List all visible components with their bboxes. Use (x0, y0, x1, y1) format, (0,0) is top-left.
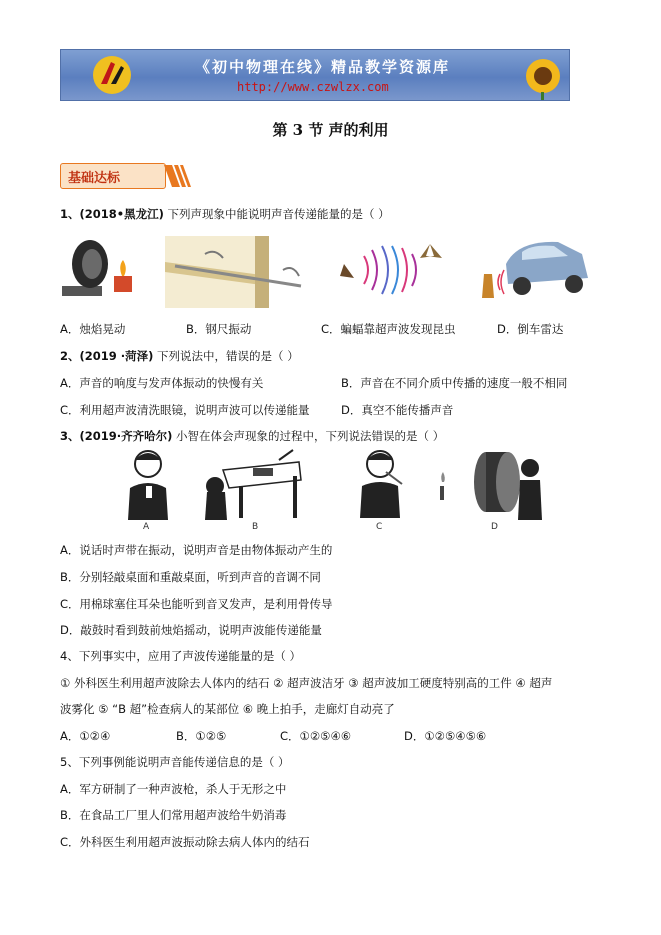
q2-stem (60, 348, 299, 364)
banner-brand: 《初中物理在线》精品教学资源库 (195, 58, 451, 76)
section-tag (60, 163, 195, 189)
q5-option-c[interactable]: C．外科医生利用超声波振动除去病人体内的结石 (60, 835, 310, 849)
q4-option-c[interactable]: C．①②⑤④⑥ (280, 729, 352, 743)
reversing-car-image (478, 234, 590, 302)
q2-option-d[interactable]: D．真空不能传播声音 (341, 403, 454, 417)
q3-stem (60, 428, 444, 444)
q3-caption-c: C (376, 522, 383, 532)
q4-stem: 4、下列事实中，应用了声波传递能量的是（ ） (60, 649, 301, 663)
tuning-fork-person-image (352, 446, 406, 518)
q3-caption-a: A (143, 522, 150, 532)
q5-option-a[interactable]: A．军方研制了一种声波枪，杀人于无形之中 (60, 782, 287, 796)
q3-text: 小智在体会声现象的过程中，下列说法错误的是（ ） (172, 429, 445, 443)
q4-list-line-1: ① 外科医生利用超声波除去人体内的结石 ② 超声波洁牙 ③ 超声波加工硬度特别高的工件 ④ 超声 (60, 676, 553, 690)
speaker-candle-image (58, 232, 140, 302)
q3-option-a[interactable]: A．说话时声带在振动，说明声音是由物体振动产生的 (60, 543, 333, 557)
q1-text: 下列声现象中能说明声音传递能量的是（ ） (163, 207, 390, 221)
q1-option-a[interactable]: A．烛焰晃动 (60, 322, 126, 336)
q5-stem: 5、下列事例能说明声音能传递信息的是（ ） (60, 755, 290, 769)
q1-option-d[interactable]: D．倒车雷达 (497, 322, 564, 336)
q3-caption-b: B (252, 522, 259, 532)
q1-source: 1、(2018•黑龙江) (60, 207, 164, 221)
talking-person-image (118, 446, 180, 520)
q3-option-b[interactable]: B．分别轻敲桌面和重敲桌面，听到声音的音调不同 (60, 570, 321, 584)
q3-option-d[interactable]: D．敲鼓时看到鼓前烛焰摇动，说明声波能传递能量 (60, 623, 322, 637)
banner-url[interactable]: http://www.czwlzx.com (237, 80, 389, 94)
q2-source: 2、(2019 ·菏泽) (60, 349, 154, 363)
q2-option-c[interactable]: C．利用超声波清洗眼镜，说明声波可以传递能量 (60, 403, 310, 417)
q1-option-c[interactable]: C．蝙蝠靠超声波发现昆虫 (321, 322, 456, 336)
q4-option-d[interactable]: D．①②⑤④⑤⑥ (404, 729, 487, 743)
q4-option-a[interactable]: A．①②④ (60, 729, 111, 743)
page-title: 第 3 节 声的利用 (272, 121, 389, 139)
q2-option-b[interactable]: B．声音在不同介质中传播的速度一般不相同 (341, 376, 568, 390)
stripe-decoration-icon (164, 163, 196, 189)
q5-option-b[interactable]: B．在食品工厂里人们常用超声波给牛奶消毒 (60, 808, 287, 822)
q1-option-b[interactable]: B．钢尺振动 (186, 322, 252, 336)
q2-option-a[interactable]: A．声音的响度与发声体振动的快慢有关 (60, 376, 264, 390)
q4-option-b[interactable]: B．①②⑤ (176, 729, 227, 743)
sunflower-icon (505, 50, 565, 100)
ruler-table-image (165, 236, 303, 308)
q3-source: 3、(2019·齐齐哈尔) (60, 429, 173, 443)
q4-list-line-2: 波雾化 ⑤ “B 超”检查病人的某部位 ⑥ 晚上拍手，走廊灯自动亮了 (60, 702, 395, 716)
q2-text: 下列说法中，错误的是（ ） (153, 349, 299, 363)
site-logo-icon (91, 54, 133, 96)
bat-echolocation-image (330, 234, 458, 304)
desk-knock-image (203, 446, 303, 520)
header-banner (60, 49, 570, 101)
q3-option-c[interactable]: C．用棉球塞住耳朵也能听到音叉发声，是利用骨传导 (60, 597, 333, 611)
q1-stem (60, 206, 390, 222)
q3-caption-d: D (491, 522, 498, 532)
drum-candle-image (440, 446, 550, 520)
section-tag-label: 基础达标 (68, 171, 121, 186)
